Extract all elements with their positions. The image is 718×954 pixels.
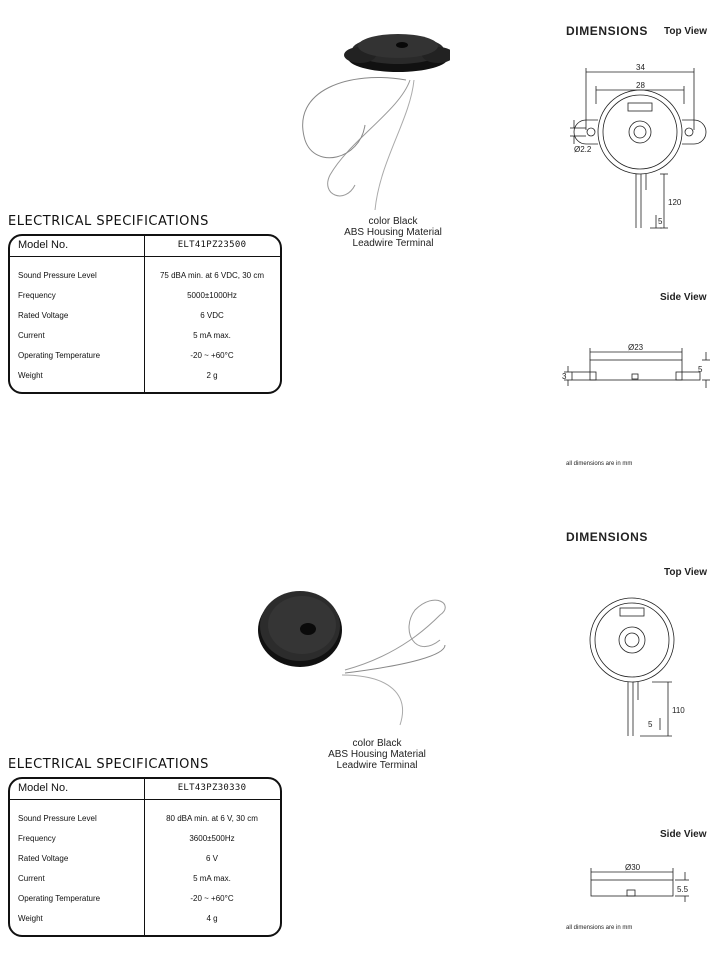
dim-overall: 34 [636, 63, 645, 72]
spec-table [8, 777, 282, 937]
table-row: Current 5 mA max. [18, 331, 231, 340]
table-row: Operating Temperature -20 ~ +60°C [18, 351, 234, 360]
model-no-label: Model No. [18, 782, 69, 794]
dim-diameter: Ø23 [628, 343, 644, 352]
product-caption: color Black ABS Housing Material Leadwire Terminal [344, 216, 442, 249]
dim-height: 5 [698, 365, 703, 374]
dim-tip: 5 [658, 217, 663, 226]
table-row: Frequency 5000±1000Hz [18, 291, 237, 300]
dim-hole: Ø2.2 [574, 145, 592, 154]
dim-tip: 5 [648, 720, 653, 729]
table-row: Sound Pressure Level 80 dBA min. at 6 V, 30 cm [18, 814, 258, 823]
product-photo-elt41 [290, 10, 450, 215]
table-row: Frequency 3600±500Hz [18, 834, 235, 843]
side-view-label: Side View [660, 829, 707, 840]
dim-flange: 3 [562, 372, 567, 381]
table-row: Weight 4 g [18, 914, 218, 923]
table-row: Sound Pressure Level 75 dBA min. at 6 VDC, 30 cm [18, 271, 265, 280]
dim-lead: 120 [668, 198, 682, 207]
top-view-label: Top View [664, 26, 707, 37]
table-row: Rated Voltage 6 VDC [18, 311, 224, 320]
spec-table [8, 234, 282, 394]
side-view-label: Side View [660, 292, 707, 303]
product-caption: color Black ABS Housing Material Leadwire Terminal [328, 738, 426, 771]
dim-body: 28 [636, 81, 645, 90]
side-view-drawing [560, 340, 710, 390]
dimensions-note: all dimensions are in mm [566, 461, 633, 467]
table-row: Weight 2 g [18, 371, 218, 380]
side-view-drawing [585, 862, 700, 902]
dimensions-heading: DIMENSIONS [566, 530, 649, 544]
electrical-specifications-heading: ELECTRICAL SPECIFICATIONS [8, 214, 209, 229]
table-row: Current 5 mA max. [18, 874, 231, 883]
table-row: Rated Voltage 6 V [18, 854, 218, 863]
product-photo-elt43 [250, 585, 450, 755]
electrical-specifications-heading: ELECTRICAL SPECIFICATIONS [8, 757, 209, 772]
dim-diameter: Ø30 [625, 863, 641, 872]
dimensions-note: all dimensions are in mm [566, 925, 633, 931]
top-view-label: Top View [664, 567, 707, 578]
dim-lead: 110 [672, 706, 685, 715]
table-row: Operating Temperature -20 ~ +60°C [18, 894, 234, 903]
top-view-drawing [560, 60, 710, 240]
dimensions-heading: DIMENSIONS [566, 24, 649, 38]
model-number: ELT41PZ23500 [177, 240, 247, 250]
model-no-label: Model No. [18, 239, 69, 251]
dim-height: 5.5 [677, 885, 689, 894]
model-number: ELT43PZ30330 [177, 783, 247, 793]
top-view-drawing [580, 590, 690, 750]
